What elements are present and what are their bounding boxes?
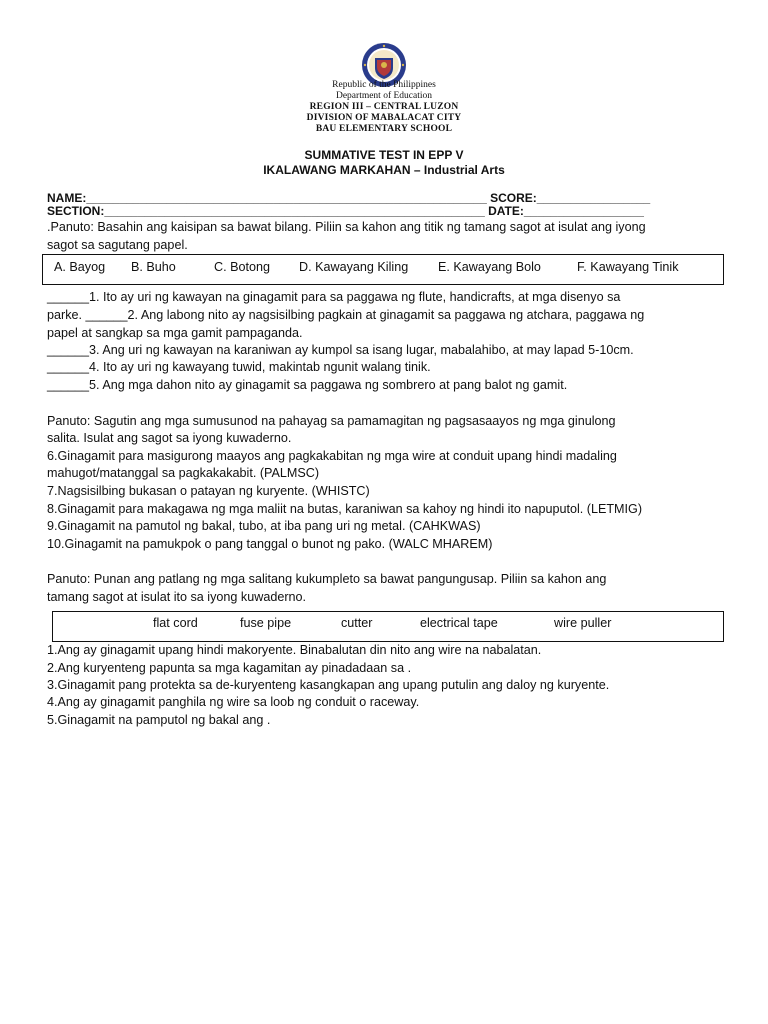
test-quarter: IKALAWANG MARKAHAN – Industrial Arts xyxy=(263,163,505,177)
test-title: SUMMATIVE TEST IN EPP V xyxy=(304,148,464,162)
word-choice: electrical tape xyxy=(420,616,498,630)
part1-directions-cont: sagot sa sagutang papel. xyxy=(47,238,188,252)
section-date-field[interactable]: SECTION:_________________________________________________________ DATE:__________________ xyxy=(47,204,644,218)
part1-item: ______3. Ang uri ng kawayan na karaniwan ay kumpol sa isang lugar, mabalahibo, at may lapad 5-10cm. xyxy=(47,343,634,357)
choice-d: D. Kawayang Kiling xyxy=(299,260,409,274)
word-choice: wire puller xyxy=(554,616,612,630)
part3-directions: Panuto: Punan ang patlang ng mga salitang kukumpleto sa bawat pangungusap. Piliin sa kahon ang xyxy=(47,572,607,586)
header-department: Department of Education xyxy=(335,91,433,101)
part2-item: 10.Ginagamit na pamukpok o pang tanggal o bunot ng pako. (WALC MHAREM) xyxy=(47,537,493,551)
part1-item: ______4. Ito ay uri ng kawayang tuwid, makintab ngunit walang tinik. xyxy=(47,360,431,374)
name-score-field[interactable]: NAME:____________________________________________________________ SCORE:_________________ xyxy=(47,191,651,205)
part3-item: 4.Ang ay ginagamit panghila ng wire sa loob ng conduit o raceway. xyxy=(47,695,420,709)
header-division: DIVISION OF MABALACAT CITY xyxy=(306,113,462,123)
part2-item: mahugot/matanggal sa pagkakakabit. (PALMSC) xyxy=(47,466,320,480)
choice-a: A. Bayog xyxy=(54,260,106,274)
header-school: BAU ELEMENTARY SCHOOL xyxy=(315,124,453,134)
choice-e: E. Kawayang Bolo xyxy=(438,260,541,274)
part1-directions: .Panuto: Basahin ang kaisipan sa bawat bilang. Piliin sa kahon ang titik ng tamang sagot at isulat ang iyong xyxy=(47,220,646,234)
part2-item: 7.Nagsisilbing bukasan o patayan ng kuryente. (WHISTC) xyxy=(47,484,370,498)
part2-item: 8.Ginagamit para makagawa ng mga maliit na butas, karaniwan sa kahoy ng hindi ito napuputol. (LETMIG) xyxy=(47,502,643,516)
part1-item: ______5. Ang mga dahon nito ay ginagamit sa paggawa ng sombrero at pang balot ng gamit. xyxy=(47,378,568,392)
header-republic: Republic of the Philippines xyxy=(332,80,436,90)
part1-item: parke. ______2. Ang labong nito ay nagsisilbing pagkain at ginagamit sa paggawa ng atchara, paggawa ng xyxy=(47,308,645,322)
part3-directions-cont: tamang sagot at isulat ito sa iyong kuwaderno. xyxy=(47,590,307,604)
word-choice: fuse pipe xyxy=(240,616,292,630)
part3-item: 3.Ginagamit pang protekta sa de-kuryenteng kasangkapan ang upang putulin ang daloy ng kuryente. xyxy=(47,678,610,692)
part2-item: 9.Ginagamit na pamutol ng bakal, tubo, at iba pang uri ng metal. (CAHKWAS) xyxy=(47,519,481,533)
part1-item: ______1. Ito ay uri ng kawayan na ginagamit para sa paggawa ng flute, handicrafts, at mga disenyo sa xyxy=(47,290,621,304)
part2-directions-cont: salita. Isulat ang sagot sa iyong kuwaderno. xyxy=(47,431,292,445)
choice-b: B. Buho xyxy=(131,260,176,274)
choice-f: F. Kawayang Tinik xyxy=(577,260,679,274)
header-region: REGION III – CENTRAL LUZON xyxy=(309,102,459,112)
part3-item: 1.Ang ay ginagamit upang hindi makoryente. Binabalutan din nito ang wire na nabalatan. xyxy=(47,643,542,657)
word-choice: cutter xyxy=(341,616,373,630)
part1-item: papel at sangkap sa mga gamit pampaganda. xyxy=(47,326,303,340)
part3-item: 2.Ang kuryenteng papunta sa mga kagamitan ay pinadadaan sa . xyxy=(47,661,412,675)
word-choice: flat cord xyxy=(153,616,198,630)
part2-directions: Panuto: Sagutin ang mga sumusunod na pahayag sa pamamagitan ng pagsasaayos ng mga ginulong xyxy=(47,414,616,428)
choice-c: C. Botong xyxy=(214,260,271,274)
part2-item: 6.Ginagamit para masigurong maayos ang pagkakabitan ng mga wire at conduit upang hindi madaling xyxy=(47,449,617,463)
part3-item: 5.Ginagamit na pamputol ng bakal ang . xyxy=(47,713,271,727)
